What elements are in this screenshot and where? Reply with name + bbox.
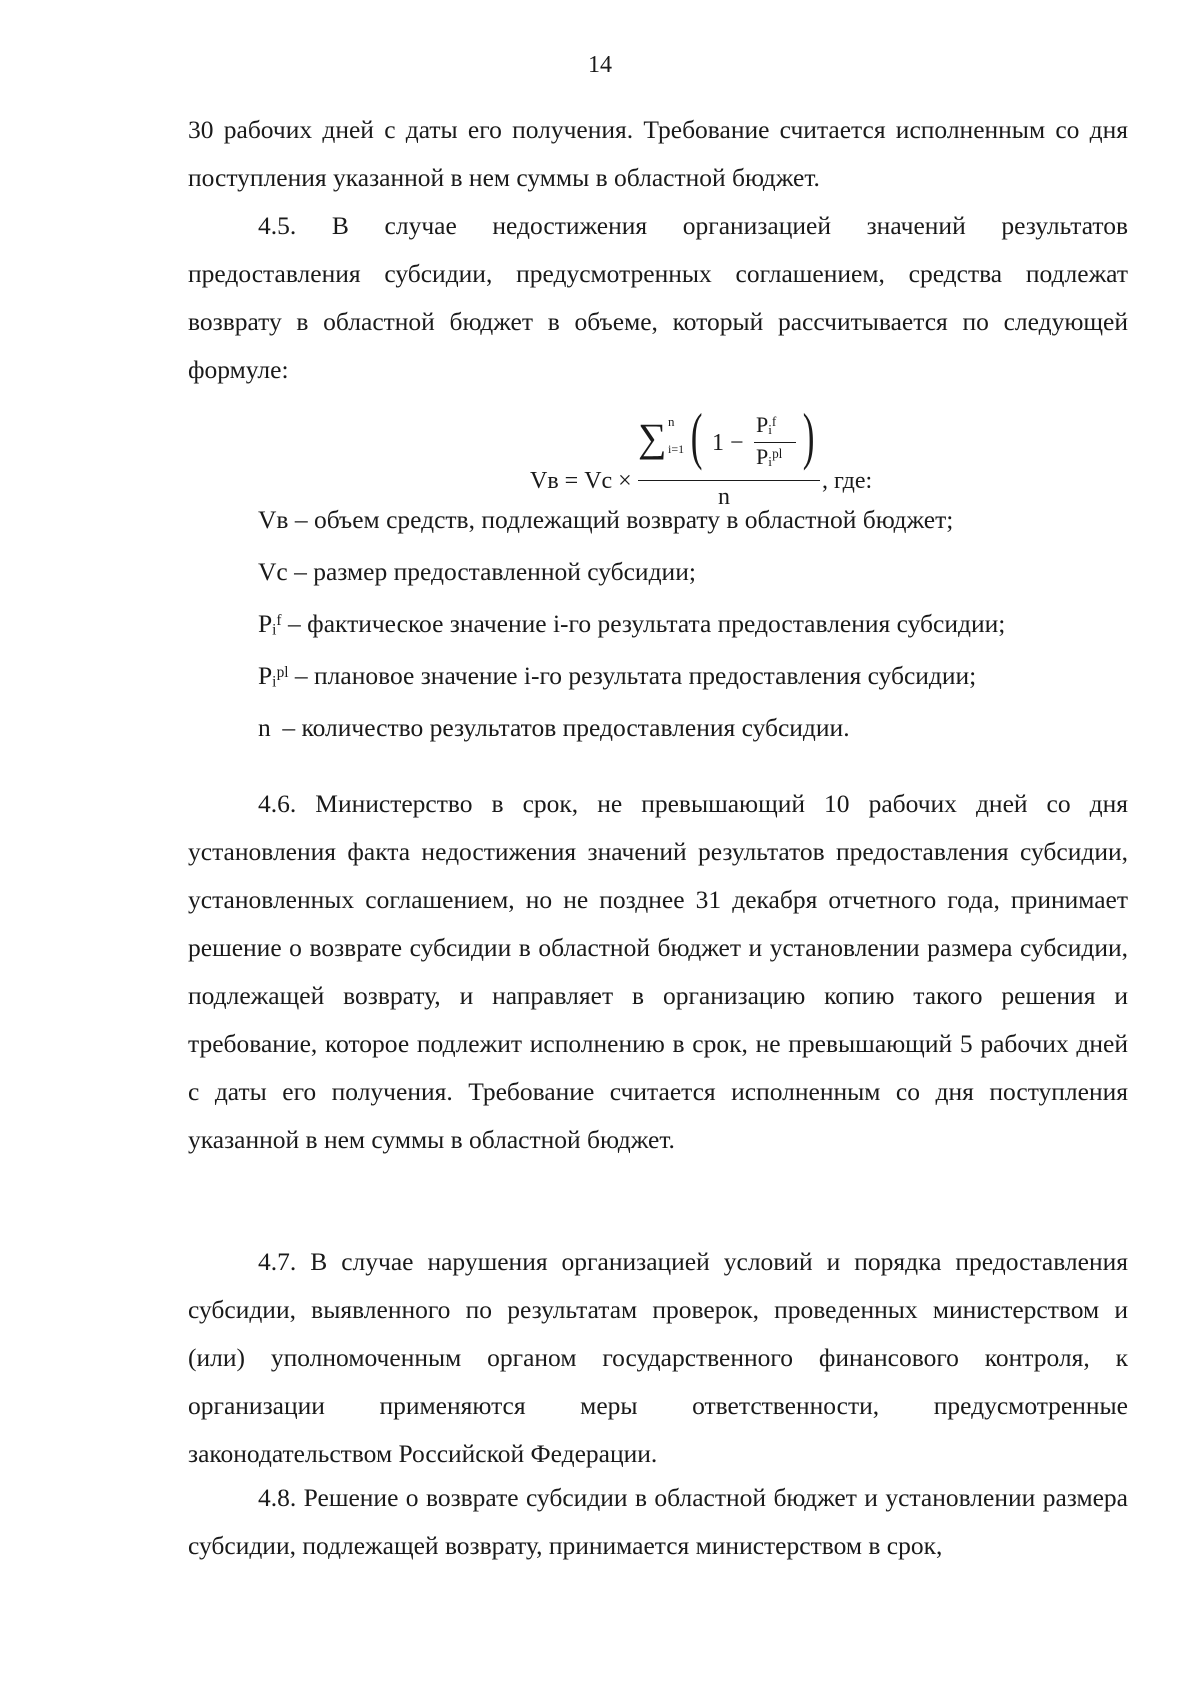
definition-item xyxy=(258,546,1118,598)
formula-denominator: n xyxy=(718,484,730,510)
clause-4-8 xyxy=(188,1474,1128,1570)
formula-numerator xyxy=(638,400,818,474)
definition-symbol: n xyxy=(258,713,271,742)
left-paren: ( xyxy=(690,400,703,471)
sum-lower-limit: i=1 xyxy=(668,442,685,456)
clause-4-5-text: 4.5. В случае недостижения организацией значений результатов предоставления субсидии, предусмотренных соглашением, средства подлежат возврату в областной бюджет в объеме, который рассчитывается по следующей формуле: xyxy=(188,211,1128,384)
clause-4-5 xyxy=(188,202,1128,394)
definition-symbol: Vв xyxy=(258,505,289,534)
sum-symbol: ∑ xyxy=(638,415,667,460)
definition-text: – фактическое значение i-го результата предоставления субсидии; xyxy=(281,609,1006,638)
definition-text: – плановое значение i-го результата предоставления субсидии; xyxy=(288,661,977,690)
right-paren: ) xyxy=(802,400,815,471)
definition-item xyxy=(258,702,1118,754)
clause-4-6 xyxy=(188,780,1128,1164)
inner-fraction-line xyxy=(754,442,796,443)
p-plan: Pᵢᵖˡ xyxy=(756,444,783,469)
definition-item xyxy=(258,598,1118,650)
p-fact: Pᵢᶠ xyxy=(756,412,777,437)
continuation-text: 30 рабочих дней с даты его получения. Требование считается исполненным со дня поступления указанной в нем суммы в областной бюджет. xyxy=(188,115,1128,192)
sum-upper-limit: n xyxy=(668,414,675,429)
page-number: 14 xyxy=(588,52,612,78)
definition-text: – количество результатов предоставления субсидии. xyxy=(276,713,850,742)
definition-symbol: Vс xyxy=(258,557,288,586)
clause-4-6-text: 4.6. Министерство в срок, не превышающий 10 рабочих дней со дня установления факта недостижения значений результатов предоставления субсидии, установленных соглашением, но не позднее 31 декабря отчетного года, принимает решение о возврате субсидии в областной бюджет и установлении размера субсидии, подлежащей возврату, и направляет в организацию копию такого решения и требование, которое подлежит исполнению в срок, не превышающий 5 рабочих дней с даты его получения. Требование считается исполненным со дня поступления указанной в нем суммы в областной бюджет. xyxy=(188,789,1128,1154)
main-fraction-line xyxy=(638,480,820,481)
definition-item xyxy=(258,494,1118,546)
formula-tail: , где: xyxy=(822,468,873,494)
clause-4-8-text: 4.8. Решение о возврате субсидии в областной бюджет и установлении размера субсидии, подлежащей возврату, принимается министерством в срок, xyxy=(188,1483,1128,1560)
definition-symbol: Pᵢᶠ xyxy=(258,609,282,638)
continuation-paragraph xyxy=(188,106,1128,202)
definitions-list xyxy=(258,494,1118,754)
clause-4-7-text: 4.7. В случае нарушения организацией условий и порядка предоставления субсидии, выявленного по результатам проверок, проведенных министерством и (или) уполномоченным органом государственного финансового контроля, к организации применяются меры ответственности, предусмотренные законодательством Российской Федерации. xyxy=(188,1247,1128,1468)
clause-4-7 xyxy=(188,1238,1128,1478)
definition-item xyxy=(258,650,1118,702)
definition-text: – размер предоставленной субсидии; xyxy=(287,557,696,586)
one-minus: 1 − xyxy=(712,430,744,456)
formula-lhs: Vв = Vс × xyxy=(530,468,632,494)
definition-text: – объем средств, подлежащий возврату в областной бюджет; xyxy=(288,505,954,534)
definition-symbol: Pᵢᵖˡ xyxy=(258,661,289,690)
